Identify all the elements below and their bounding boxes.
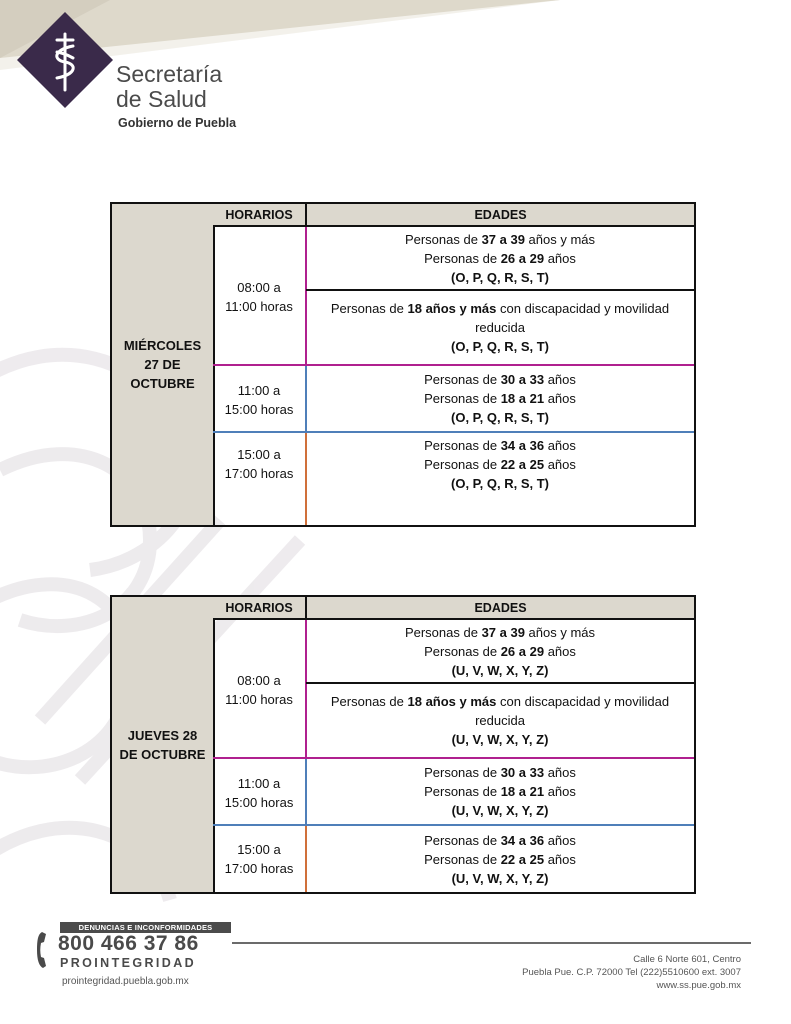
letters-group: (O, P, Q, R, S, T) [451,475,549,491]
letters-group: (U, V, W, X, Y, Z) [451,803,549,818]
time-cell: 08:00 a 11:00 horas [225,279,293,314]
time-cell: 08:00 a 11:00 horas [225,672,293,707]
time-slot-row [213,826,694,892]
prointegridad-url[interactable]: prointegridad.puebla.gob.mx [62,976,189,987]
time-slot-row [213,433,694,525]
age-group-cell: Personas de 30 a 33 años Personas de 18 a 21 años (U, V, W, X, Y, Z) [424,765,576,818]
letters-group: (O, P, Q, R, S, T) [451,269,549,285]
schedule-table-thursday [110,595,696,894]
letters-group: (O, P, Q, R, S, T) [451,339,549,354]
org-name-line1: Secretaría [116,61,223,87]
letters-group: (U, V, W, X, Y, Z) [451,870,549,886]
org-subtitle: Gobierno de Puebla [118,116,237,130]
website-link[interactable]: www.ss.pue.gob.mx [656,980,741,991]
schedule-table-wednesday [110,202,696,527]
table-header [213,204,694,227]
time-slot-row [213,366,694,433]
time-slot-row [213,620,694,759]
age-group-cell: Personas de 34 a 36 años Personas de 22 a 25 años (O, P, Q, R, S, T) [424,437,576,491]
phone-icon [36,930,58,970]
time-cell: 11:00 a 15:00 horas [224,382,294,417]
footer-divider [232,942,751,944]
table-header [213,597,694,620]
age-group-cell: Personas de 30 a 33 años Personas de 18 a 21 años (O, P, Q, R, S, T) [424,372,576,425]
hotline-number: 800 466 37 86 [58,932,199,955]
time-slot-row [213,227,694,366]
age-group-cell: Personas de 37 a 39 años y más Personas de 26 a 29 años (U, V, W, X, Y, Z) [404,624,596,678]
day-cell [112,204,215,525]
time-slot-row [213,759,694,826]
day-cell [112,597,215,892]
address-line2: Puebla Pue. C.P. 72000 Tel (222)5510600 ext. 3007 [522,967,741,978]
denuncias-banner: DENUNCIAS E INCONFORMIDADES [60,922,231,933]
time-cell: 11:00 a 15:00 horas [224,775,294,810]
day-label: MIÉRCOLES 27 DE OCTUBRE [123,338,202,391]
age-group-cell: Personas de 37 a 39 años y más Personas de 26 a 29 años (O, P, Q, R, S, T) [404,231,596,285]
caduceus-icon [17,12,113,108]
prointegridad-label: PROINTEGRIDAD [60,956,197,970]
header-horarios: HORARIOS [213,204,307,225]
address-line1: Calle 6 Norte 601, Centro [633,954,741,965]
letters-group: (O, P, Q, R, S, T) [451,410,549,425]
age-group-cell: Personas de 18 años y más con discapacidad y movilidad reducida (U, V, W, X, Y, Z) [330,694,670,747]
day-label: JUEVES 28 DE OCTUBRE [119,727,206,762]
age-group-cell: Personas de 18 años y más con discapacidad y movilidad reducida (O, P, Q, R, S, T) [330,301,670,354]
letters-group: (U, V, W, X, Y, Z) [451,662,549,678]
header-horarios: HORARIOS [213,597,307,618]
time-cell: 15:00 a 17:00 horas [224,447,294,481]
header-edades: EDADES [474,207,527,222]
letters-group: (U, V, W, X, Y, Z) [451,732,549,747]
time-cell: 15:00 a 17:00 horas [224,842,294,876]
org-name-line2: de Salud [116,86,207,112]
header-edades: EDADES [474,600,527,615]
age-group-cell: Personas de 34 a 36 años Personas de 22 a 25 años (U, V, W, X, Y, Z) [424,832,576,886]
